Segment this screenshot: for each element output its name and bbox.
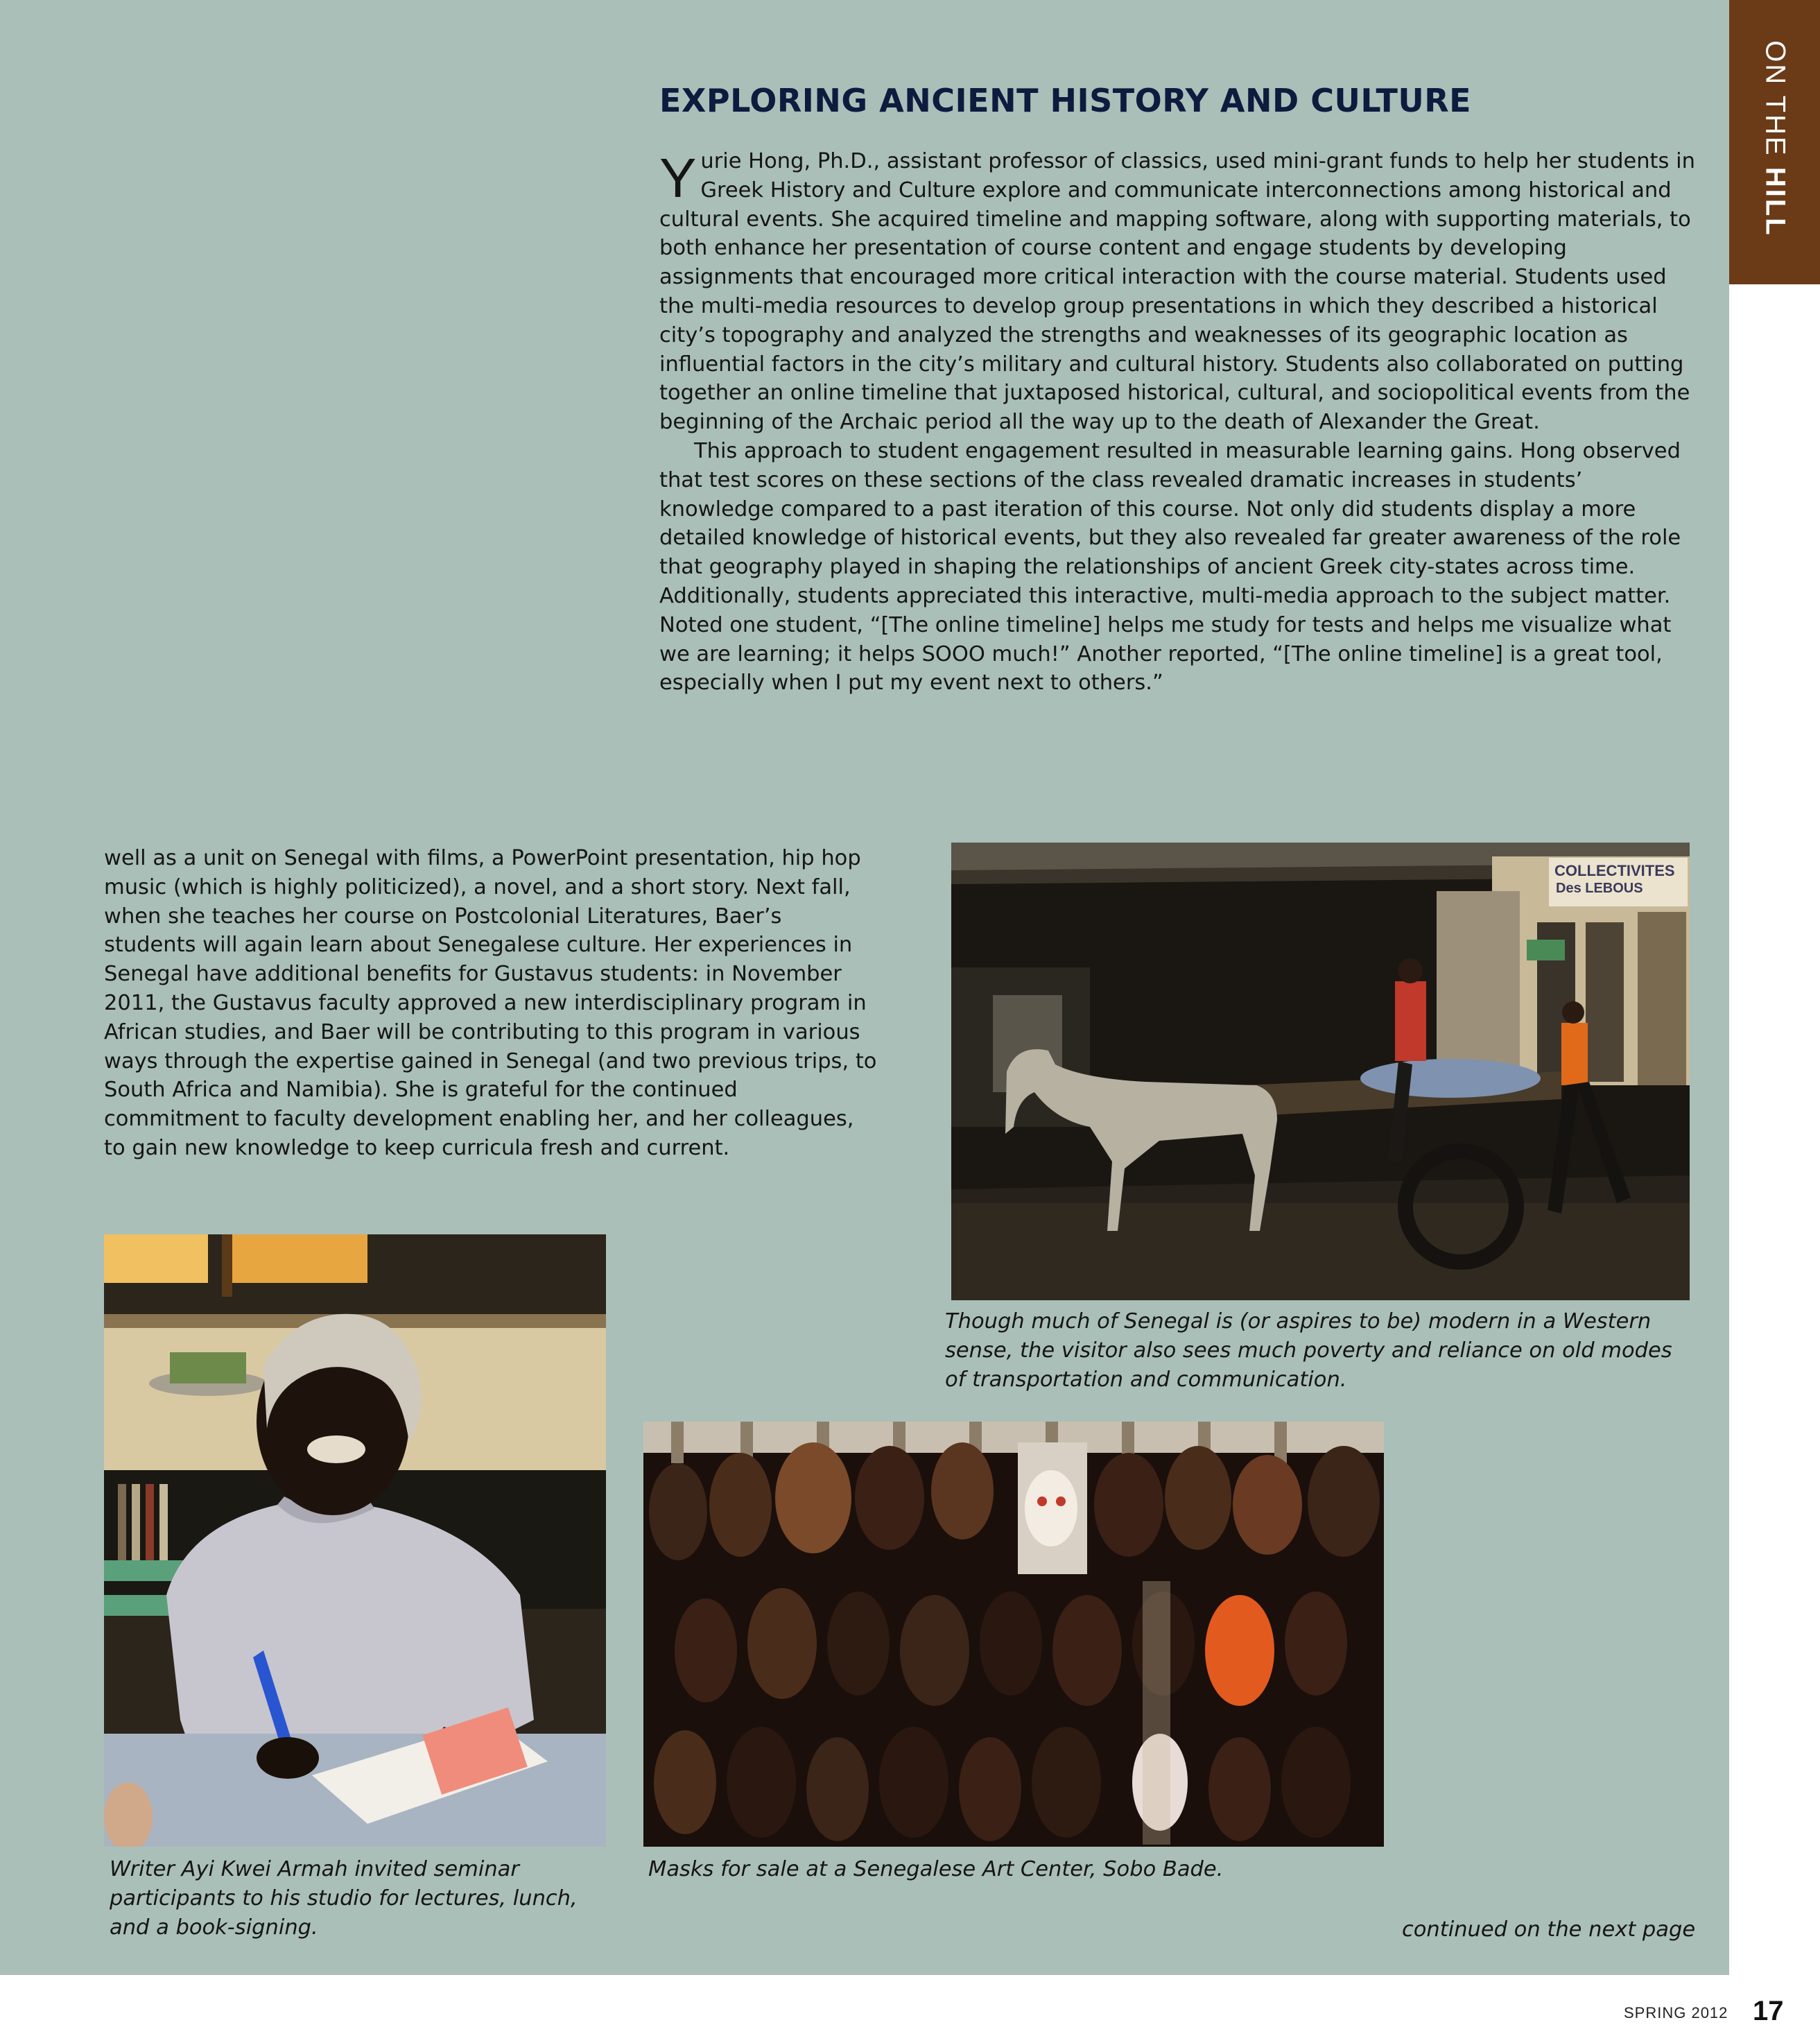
continued-article-text: well as a unit on Senegal with films, a PowerPoint presentation, hip hop music (which is highly politicized), a novel, and a short story. Next fall, when she teaches her course on Postcolonial Literatures, Baer’s students will again learn about Senegalese culture. Her experiences in Senegal have additional benefits for Gustavus students: in November 2011, the Gustavus faculty approved a new interdisciplinary program in African studies, and Baer will be contributing to this program in various ways through the expertise gained in Senegal (and two previous trips, to South Africa and Namibia). She is grateful for the continued commitment to faculty development enabling her, and her colleagues, to gain new knowledge to keep curricula fresh and current. [104,846,877,1160]
article-body [659,147,1703,698]
section-tab-emphasis: HILL [1760,166,1791,237]
article-paragraph-1-text: urie Hong, Ph.D., assistant professor of classics, used mini-grant funds to help her students in Greek History and Culture explore and communicate interconnections among historical and cultural events. She acquired timeline and mapping software, along with supporting materials, to both enhance her presentation of course content and engage students by developing assignments that encouraged more critical interaction with the course material. Students used the multi-media resources to develop group presentations in which they described a historical city’s topography and analyzed the strengths and weaknesses of its geographic location as influential factors in the city’s military and cultural history. Students also collaborated on putting together an online timeline that juxtaposed historical, cultural, and sociopolitical events from the beginning of the Archaic period all the way up to the death of Alexander the Great. [659,149,1695,435]
writer-photo [104,1234,606,1847]
masks-photo [643,1422,1384,1847]
masks-caption: Masks for sale at a Senegalese Art Center, Sobo Bade. [648,1857,1224,1881]
continued-note: continued on the next page [1402,1917,1696,1942]
street-sign-line2: Des LEBOUS [1556,881,1643,896]
street-scene-caption: Though much of Senegal is (or aspires to be) modern in a Western sense, the visitor also sees much poverty and reliance on old modes of transportation and communication. [945,1309,1672,1392]
footer-issue: SPRING 2012 [1624,2004,1728,2021]
article-title: EXPLORING ANCIENT HISTORY AND CULTURE [659,82,1472,119]
page-number: 17 [1753,1996,1784,2026]
street-scene-photo [951,843,1690,1300]
drop-cap: Y [659,147,697,209]
section-tab-prefix: ON THE [1760,40,1791,157]
article-paragraph-2: This approach to student engagement resulted in measurable learning gains. Hong observed that test scores on these sections of the class revealed dramatic increases in students’ knowledge compared to a past iteration of this course. Not only did students display a more detailed knowledge of historical events, but they also revealed far greater awareness of the role that geography played in shaping the relationships of ancient Greek city-states across time. Additionally, students appreciated this interactive, multi-media approach to the subject matter. Noted one student, “[The online timeline] helps me study for tests and helps me visualize what we are learning; it helps SOOO much!” Another reported, “[The online timeline] is a great tool, especially when I put my event next to others.” [659,438,1681,696]
writer-caption: Writer Ayi Kwei Armah invited seminar participants to his studio for lectures, lunch, and a book-signing. [110,1857,578,1940]
section-tab-label [1760,40,1791,236]
street-sign-line1: COLLECTIVITES [1554,862,1675,879]
article-paragraph-1 [659,147,1703,437]
